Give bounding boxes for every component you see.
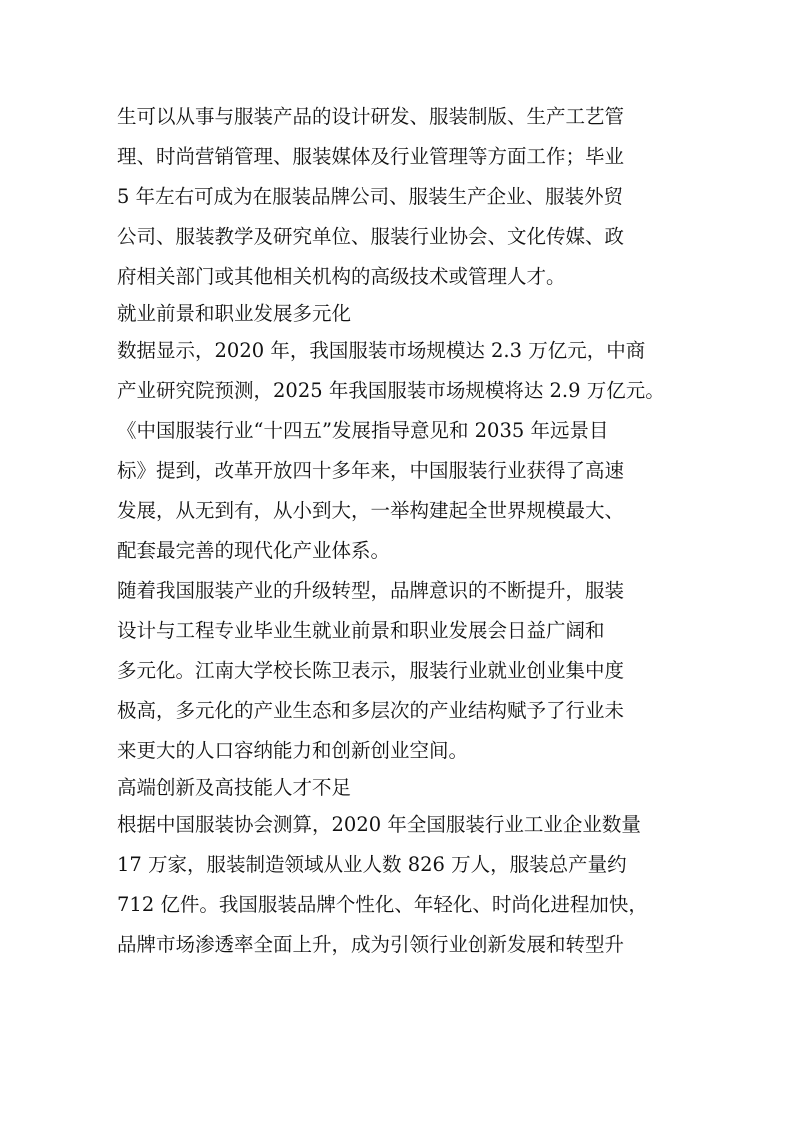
text-line: 随着我国服装产业的升级转型，品牌意识的不断提升，服装 — [117, 579, 625, 602]
text-line: 标》提到，改革开放四十多年来，中国服装行业获得了高速 — [117, 459, 625, 482]
text-line: 公司、服装教学及研究单位、服装行业协会、文化传媒、政 — [117, 225, 625, 248]
text-line: 极高，多元化的产业生态和多层次的产业结构赋予了行业未 — [117, 699, 625, 722]
paragraph — [117, 805, 687, 965]
text-line: 《中国服装行业“十四五”发展指导意见和 2035 年远景目 — [117, 419, 609, 442]
text-line: 数据显示，2020 年，我国服装市场规模达 2.3 万亿元，中商 — [117, 339, 646, 362]
paragraph — [117, 97, 687, 297]
section-heading — [117, 771, 687, 805]
paragraph — [117, 571, 687, 771]
section-heading — [117, 297, 687, 331]
text-line: 品牌市场渗透率全面上升，成为引领行业创新发展和转型升 — [117, 933, 625, 956]
text-line: 712 亿件。我国服装品牌个性化、年轻化、时尚化进程加快， — [117, 893, 648, 916]
text-line: 5 年左右可成为在服装品牌公司、服装生产企业、服装外贸 — [117, 185, 624, 208]
text-line: 配套最完善的现代化产业体系。 — [117, 539, 391, 562]
text-line: 理、时尚营销管理、服装媒体及行业管理等方面工作；毕业 — [117, 145, 625, 168]
text-line: 17 万家，服装制造领域从业人数 826 万人，服装总产量约 — [117, 853, 627, 876]
text-line: 生可以从事与服装产品的设计研发、服装制版、生产工艺管 — [117, 105, 625, 128]
heading-text: 就业前景和职业发展多元化 — [117, 302, 352, 325]
paragraph — [117, 331, 687, 571]
heading-text: 高端创新及高技能人才不足 — [117, 776, 352, 799]
text-line: 根据中国服装协会测算，2020 年全国服装行业工业企业数量 — [117, 813, 641, 836]
text-line: 发展，从无到有，从小到大，一举构建起全世界规模最大、 — [117, 499, 625, 522]
text-line: 多元化。江南大学校长陈卫表示，服装行业就业创业集中度 — [117, 659, 625, 682]
text-line: 府相关部门或其他相关机构的高级技术或管理人才。 — [117, 265, 566, 288]
text-line: 来更大的人口容纳能力和创新创业空间。 — [117, 739, 469, 762]
text-line: 产业研究院预测，2025 年我国服装市场规模将达 2.9 万亿元。 — [117, 379, 665, 402]
text-line: 设计与工程专业毕业生就业前景和职业发展会日益广阔和 — [117, 619, 605, 642]
document-body — [117, 97, 687, 965]
